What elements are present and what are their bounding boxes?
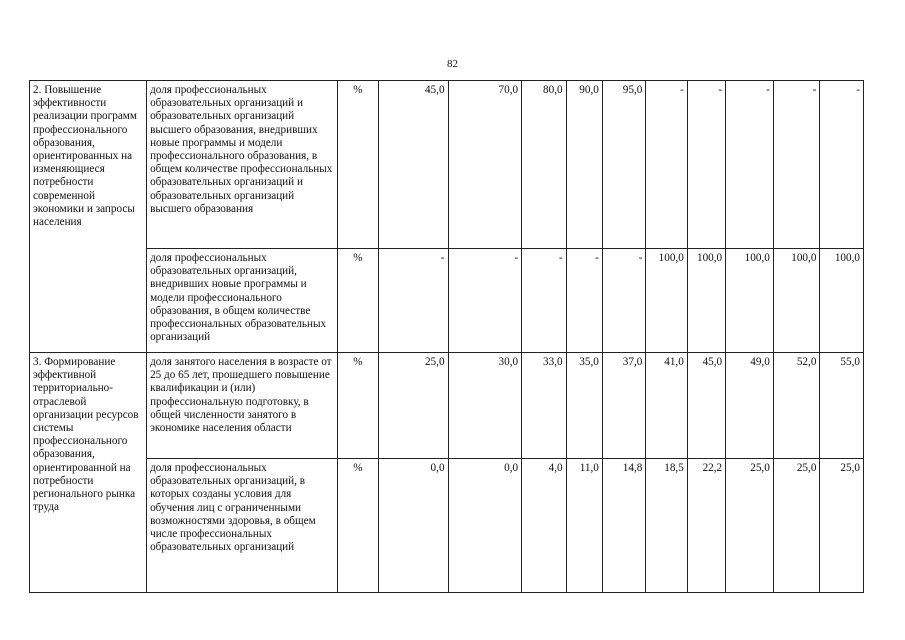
value-cell: - [602, 249, 646, 353]
value-cell: - [566, 249, 602, 353]
value-cell: 52,0 [773, 353, 820, 459]
value-cell: 35,0 [566, 353, 602, 459]
value-cell: 18,5 [646, 459, 687, 593]
table-row [30, 459, 864, 593]
value-cell: - [522, 249, 567, 353]
value-cell: 100,0 [646, 249, 687, 353]
unit-cell: % [337, 353, 378, 459]
value-cell: - [773, 81, 820, 249]
value-cell: - [379, 249, 448, 353]
value-cell: 45,0 [379, 81, 448, 249]
value-cell: 22,2 [687, 459, 725, 593]
value-cell: 100,0 [726, 249, 774, 353]
value-cell: 14,8 [602, 459, 646, 593]
value-cell: 25,0 [820, 459, 864, 593]
value-cell: 33,0 [522, 353, 567, 459]
value-cell: 0,0 [379, 459, 448, 593]
page-number: 82 [447, 58, 458, 70]
table-row [30, 81, 864, 249]
value-cell: 45,0 [687, 353, 725, 459]
indicator-cell: доля профессиональных образовательных организаций, внедривших новые программы и модели профессионального образования, в общем количестве профессиональных образовательных организаций [147, 249, 338, 353]
value-cell: 11,0 [566, 459, 602, 593]
indicators-table [29, 80, 864, 593]
value-cell: - [726, 81, 774, 249]
value-cell: 0,0 [448, 459, 522, 593]
indicator-cell: доля профессиональных образовательных организаций и образовательных организаций высшего образования, внедривших новые программы и модели профессионального образования, в общем количестве профессиональных образовательных организаций и образовательных организаций высшего образования [147, 81, 338, 249]
unit-cell: % [337, 249, 378, 353]
goal-cell: 3. Формирование эффективной территориально-отраслевой организации ресурсов системы профессионального образования, ориентированной на потребности регионального рынка труда [30, 353, 147, 593]
table-row [30, 249, 864, 353]
unit-cell: % [337, 459, 378, 593]
value-cell: - [687, 81, 725, 249]
value-cell: 100,0 [820, 249, 864, 353]
value-cell: 80,0 [522, 81, 567, 249]
goal-cell: 2. Повышение эффективности реализации программ профессионального образования, ориентированных на изменяющиеся потребности современной экономики и запросы населения [30, 81, 147, 353]
value-cell: - [820, 81, 864, 249]
value-cell: 30,0 [448, 353, 522, 459]
indicator-cell: доля профессиональных образовательных организаций, в которых созданы условия для обучения лиц с ограниченными возможностями здоровья, в общем числе профессиональных образовательных организаций [147, 459, 338, 593]
value-cell: 25,0 [773, 459, 820, 593]
unit-cell: % [337, 81, 378, 249]
value-cell: 37,0 [602, 353, 646, 459]
value-cell: 95,0 [602, 81, 646, 249]
value-cell: 70,0 [448, 81, 522, 249]
indicator-cell: доля занятого населения в возрасте от 25 до 65 лет, прошедшего повышение квалификации и (или) профессиональную подготовку, в общей численности занятого в экономике населения области [147, 353, 338, 459]
value-cell: 41,0 [646, 353, 687, 459]
table-row [30, 353, 864, 459]
value-cell: 49,0 [726, 353, 774, 459]
value-cell: 4,0 [522, 459, 567, 593]
value-cell: - [448, 249, 522, 353]
value-cell: 90,0 [566, 81, 602, 249]
value-cell: 55,0 [820, 353, 864, 459]
value-cell: 100,0 [773, 249, 820, 353]
value-cell: - [646, 81, 687, 249]
value-cell: 100,0 [687, 249, 725, 353]
value-cell: 25,0 [726, 459, 774, 593]
value-cell: 25,0 [379, 353, 448, 459]
